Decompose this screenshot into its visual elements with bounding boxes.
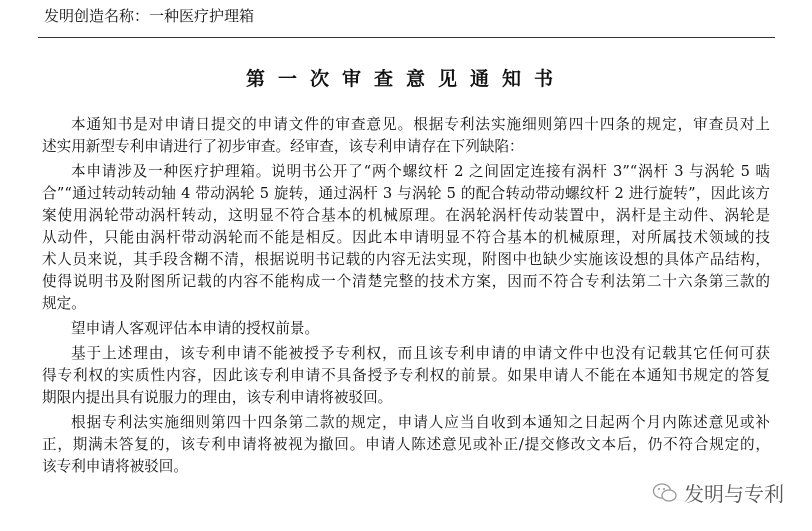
paragraph-line: 本申请涉及一种医疗护理箱。说明书公开了“两个螺纹杆 2 之间固定连接有涡杆 3”“涡杆 3 与涡轮 5 啮	[71, 163, 770, 180]
paragraph-line: 本通知书是对申请日提交的申请文件的审查意见。根据专利法实施细则第四十四条的规定，审查员对上	[71, 116, 770, 133]
paragraph-line: 规定。	[42, 295, 86, 312]
paragraph-line: 合”“通过转动转动轴 4 带动涡轮 5 旋转，通过涡杆 3 与涡轮 5 的配合转动带动螺纹杆 2 进行旋转”，因此该方	[42, 185, 770, 202]
paragraph	[42, 114, 770, 158]
invention-name-value: 一种医疗护理箱	[149, 7, 255, 25]
paragraph	[42, 318, 770, 340]
paragraph-line: 根据专利法实施细则第四十四条第二款的规定，申请人应当自收到本通知之日起两个月内陈述意见或补	[71, 414, 770, 431]
paragraph-line: 使得说明书及附图所记载的内容不能构成一个清楚完整的技术方案，因而不符合专利法第二十六条第三款的	[42, 273, 770, 290]
paragraph-line: 案使用涡轮带动涡杆转动，这明显不符合基本的机械原理。在涡轮涡杆传动装置中，涡杆是主动件、涡轮是	[42, 207, 770, 224]
invention-name-label: 发明创造名称：	[44, 7, 150, 25]
paragraph-line: 从动件，只能由涡杆带动涡轮而不能是相反。因此本申请明显不符合基本的机械原理，对所属技术领域的技	[42, 229, 770, 246]
paragraph-line: 该专利申请将被驳回。	[42, 458, 188, 475]
paragraph	[42, 412, 770, 478]
paragraph-line: 期限内提出具有说服力的理由，该专利申请将被驳回。	[42, 389, 393, 406]
invention-name	[44, 5, 254, 26]
watermark	[652, 478, 784, 507]
header-divider	[38, 37, 775, 38]
paragraph-line: 望申请人客观评估本申请的授权前景。	[71, 320, 320, 337]
paragraph-line: 正，期满未答复的，该专利申请将被视为撤回。申请人陈述意见或补正/提交修改文本后，仍不符合规定的，	[42, 436, 770, 453]
wechat-icon	[652, 482, 678, 504]
paragraph	[42, 161, 770, 315]
paragraph-line: 术人员来说，其手段含糊不清，根据说明书记载的内容无法实现，附图中也缺少实施该设想的具体产品结构，	[42, 251, 770, 268]
paragraph-line: 述实用新型专利申请进行了初步审查。经审查，该专利申请存在下列缺陷：	[42, 138, 524, 155]
watermark-text: 发明与专利	[684, 482, 784, 506]
document-title: 第一次审查意见通知书	[245, 68, 566, 90]
paragraph	[42, 343, 770, 409]
paragraph-line: 基于上述理由，该专利申请不能被授予专利权，而且该专利申请的申请文件中也没有记载其它任何可获	[71, 345, 770, 362]
paragraph-line: 得专利权的实质性内容，因此该专利申请不具备授予专利权的前景。如果申请人不能在本通知书规定的答复	[42, 367, 770, 384]
document-body	[42, 114, 770, 478]
